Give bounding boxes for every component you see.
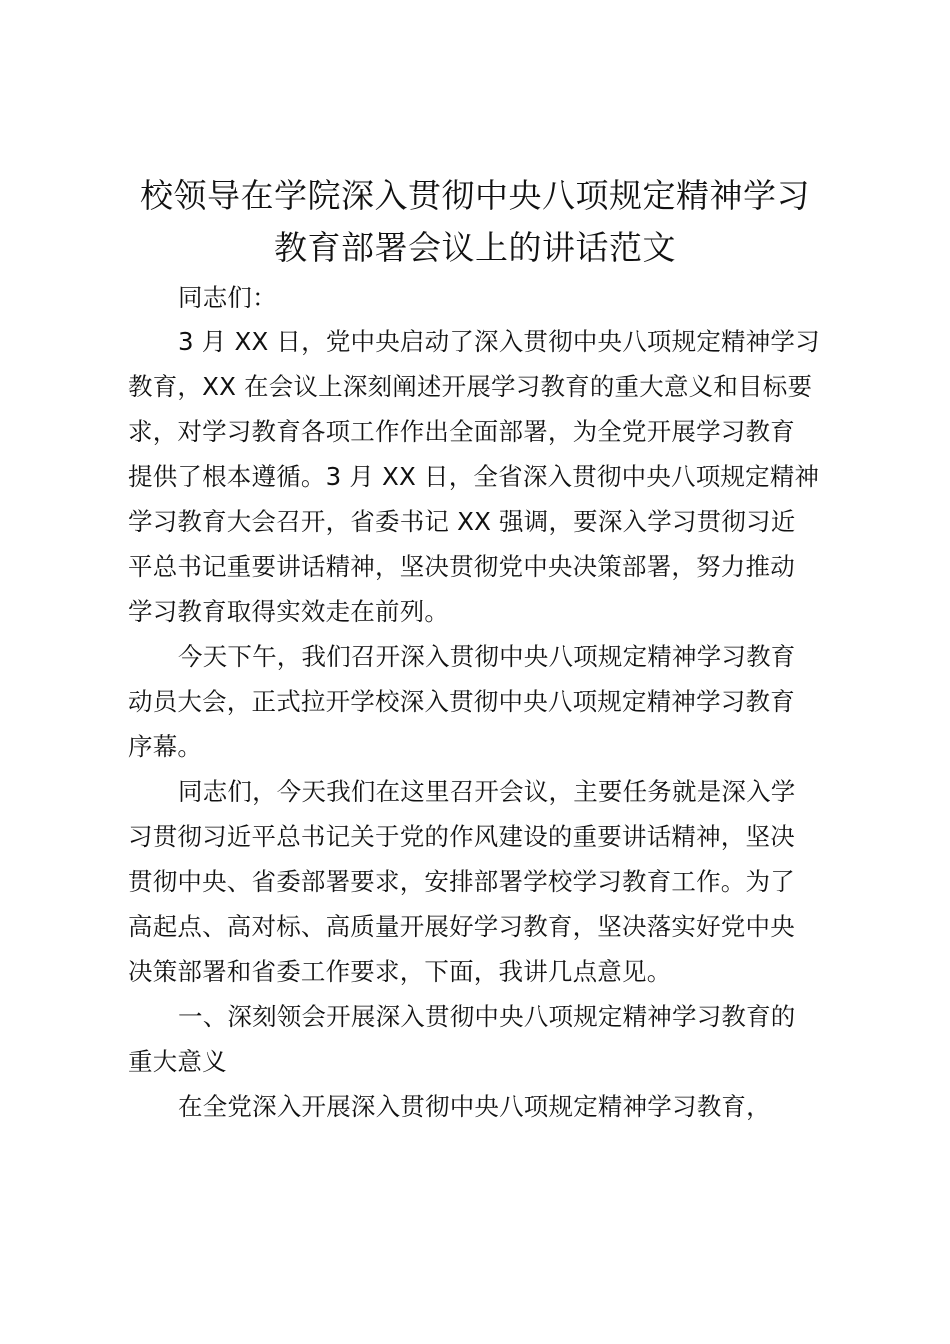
paragraph-1-line-3: 求，对学习教育各项工作作出全面部署，为全党开展学习教育 (128, 417, 795, 446)
paragraph-1-line-7: 学习教育取得实效走在前列。 (128, 597, 450, 626)
document-title-line-2: 教育部署会议上的讲话范文 (274, 228, 676, 267)
paragraph-1-line-1: 3 月 XX 日，党中央启动了深入贯彻中央八项规定精神学习 (178, 327, 820, 356)
section-heading-line-2: 重大意义 (128, 1047, 227, 1076)
paragraph-4-line-1: 在全党深入开展深入贯彻中央八项规定精神学习教育， (178, 1092, 771, 1121)
salutation: 同志们： (178, 283, 277, 312)
paragraph-3-line-4: 高起点、高对标、高质量开展好学习教育，坚决落实好党中央 (128, 912, 795, 941)
paragraph-1-line-4: 提供了根本遵循。3 月 XX 日，全省深入贯彻中央八项规定精神 (128, 462, 820, 491)
paragraph-3-line-2: 习贯彻习近平总书记关于党的作风建设的重要讲话精神，坚决 (128, 822, 795, 851)
paragraph-1-line-2: 教育，XX 在会议上深刻阐述开展学习教育的重大意义和目标要 (128, 372, 813, 401)
section-heading-line-1: 一、深刻领会开展深入贯彻中央八项规定精神学习教育的 (178, 1002, 796, 1031)
paragraph-3-line-1: 同志们，今天我们在这里召开会议，主要任务就是深入学 (178, 777, 796, 806)
document-title-line-1: 校领导在学院深入贯彻中央八项规定精神学习 (140, 176, 810, 215)
paragraph-1-line-5: 学习教育大会召开，省委书记 XX 强调，要深入学习贯彻习近 (128, 507, 796, 536)
paragraph-1-line-6: 平总书记重要讲话精神，坚决贯彻党中央决策部署，努力推动 (128, 552, 795, 581)
paragraph-3-line-5: 决策部署和省委工作要求，下面，我讲几点意见。 (128, 957, 672, 986)
paragraph-2-line-2: 动员大会，正式拉开学校深入贯彻中央八项规定精神学习教育 (128, 687, 795, 716)
paragraph-2-line-1: 今天下午，我们召开深入贯彻中央八项规定精神学习教育 (178, 642, 796, 671)
paragraph-3-line-3: 贯彻中央、省委部署要求，安排部署学校学习教育工作。为了 (128, 867, 795, 896)
paragraph-2-line-3: 序幕。 (128, 732, 203, 761)
